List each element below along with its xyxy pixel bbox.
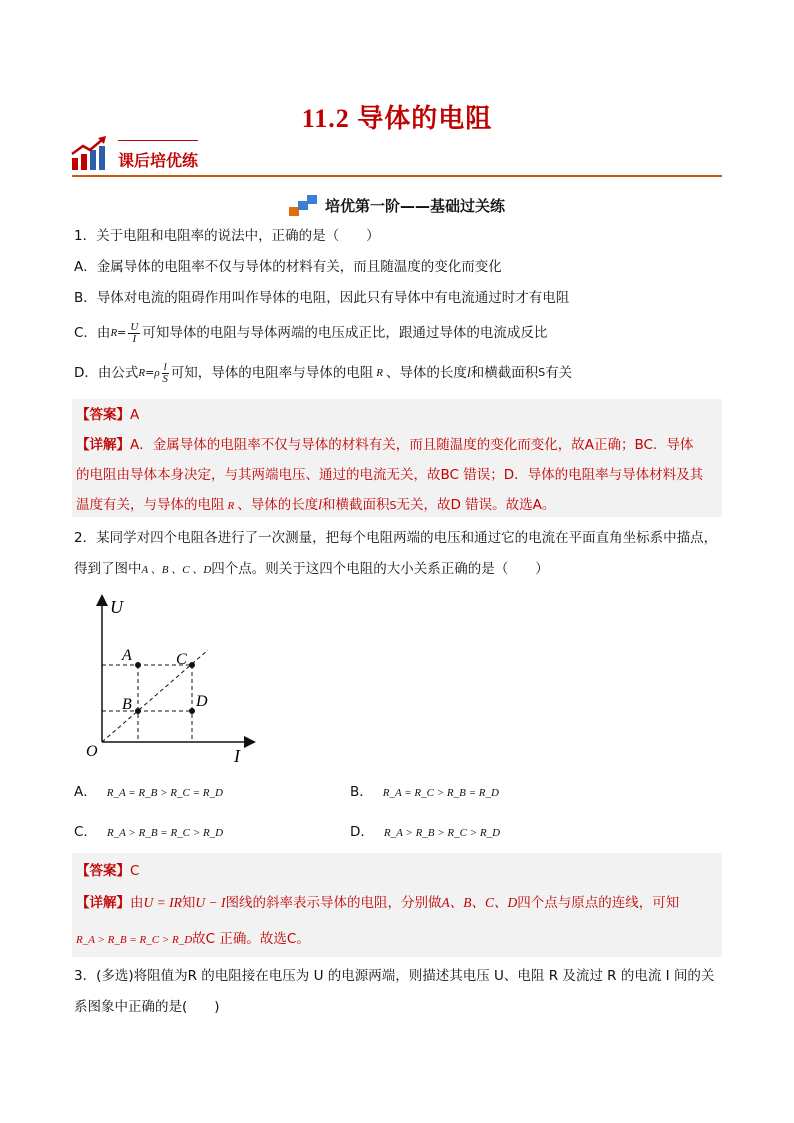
q2-option-c: C． R_A > R_B = R_C > R_D [74, 824, 224, 840]
stage-heading [0, 193, 794, 221]
answer-box-2 [72, 853, 722, 957]
detail-2-line1: 【详解】由U = IR知U − I图线的斜率表示导体的电阻，分别做A、B、C、D四个点与原点的连线，可知 [76, 895, 680, 911]
stairs-icon [289, 193, 319, 217]
section-top-line [118, 140, 198, 141]
point-a [135, 662, 141, 668]
section-label: 课后培优练 [118, 151, 199, 170]
answer-1: 【答案】A [76, 407, 140, 423]
c-label: C [176, 651, 187, 668]
point-c [189, 662, 195, 668]
q2-stem-line1: 2．某同学对四个电阻各进行了一次测量，把每个电阻两端的电压和通过它的电流在平面直角坐标系中描点， [74, 530, 718, 546]
fraction-l-over-s: $\frac{l}{S}$ [162, 360, 168, 385]
answer-2: 【答案】C [76, 863, 140, 879]
page-title: 11.2 导体的电阻 [301, 104, 493, 133]
i-label: I [234, 746, 240, 766]
point-b [135, 708, 141, 714]
stage-heading-text: 培优第一阶——基础过关练 [324, 196, 505, 215]
d-label: D [196, 693, 208, 710]
q1-stem: 1．关于电阻和电阻率的说法中，正确的是（ ） [74, 228, 380, 244]
detail-1-line1: 【详解】A．金属导体的电阻率不仅与导体的材料有关，而且随温度的变化而变化，故A正确；BC．导体 [76, 437, 694, 453]
q2-option-b: B． R_A = R_C > R_B = R_D [350, 784, 499, 800]
q2-option-d: D． R_A > R_B > R_C > R_D [350, 824, 501, 840]
section-divider [72, 175, 722, 177]
o-label: O [86, 743, 98, 760]
detail-1-line2: 的电阻由导体本身决定，与其两端电压、通过的电流无关，故BC 错误；D．导体的电阻率与导体材料及其 [76, 467, 704, 483]
q1-option-c: C．由 R = $\frac{U}{I}$ 可知导体的电阻与导体两端的电压成正比，跟通过导体的电流成反比 [74, 320, 548, 345]
q3-stem-line2: 系图象中正确的是( ) [74, 999, 220, 1015]
q3-stem-line1: 3．(多选)将阻值为R 的电阻接在电压为 U 的电源两端，则描述其电压 U、电阻 R 及流过 R 的电流 I 间的关 [74, 968, 715, 984]
q1-option-a: A．金属导体的电阻率不仅与导体的材料有关，而且随温度的变化而变化 [74, 259, 502, 275]
b-label: B [122, 696, 132, 713]
q2-stem-line2: 得到了图中A 、B 、C 、D四个点。则关于这四个电阻的大小关系正确的是（ ） [74, 561, 549, 577]
detail-2-line2: R_A > R_B = R_C > R_D故C 正确。故选C。 [76, 931, 310, 947]
a-label: A [122, 647, 132, 664]
answer-box-1 [72, 399, 722, 517]
chart-growth-icon [70, 136, 110, 172]
q2-option-a: A． R_A = R_B > R_C = R_D [74, 784, 223, 800]
q1-option-d: D．由公式 R = ρ $\frac{l}{S}$ 可知，导体的电阻率与导体的电阻 R 、导体的长度 l 和横截面积 S 有关 [74, 360, 573, 385]
point-d [189, 708, 195, 714]
ui-graph [82, 592, 262, 767]
fraction-u-over-i: $\frac{U}{I}$ [130, 320, 139, 345]
q1-option-b: B．导体对电流的阻碍作用叫作导体的电阻，因此只有导体中有电流通过时才有电阻 [74, 290, 570, 306]
u-label: U [110, 597, 123, 617]
detail-1-line3: 温度有关，与导体的电阻 R 、导体的长度l和横截面积S无关，故D 错误。故选A。 [76, 497, 556, 513]
